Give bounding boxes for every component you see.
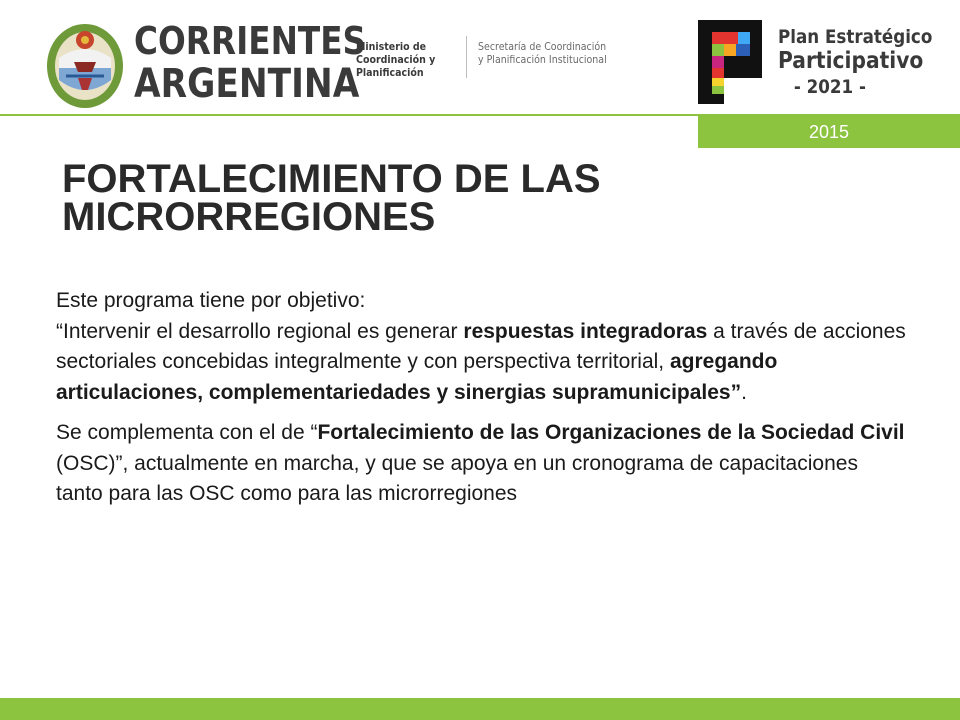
slide-title: FORTALECIMIENTO DE LAS MICRORREGIONES [62, 157, 601, 239]
text-run: . [741, 380, 747, 404]
text-run: “Intervenir el desarrollo regional es generar [56, 319, 464, 343]
plan-estrategico-logo-icon [698, 20, 762, 104]
ministry-label: Ministerio de Coordinación y Planificación [356, 40, 436, 79]
footer-bar [0, 698, 960, 720]
brand-line1: CORRIENTES [134, 19, 367, 63]
year-badge: 2015 [698, 116, 960, 148]
slide-body [56, 286, 906, 510]
text-run: Este programa tiene por objetivo: [56, 289, 366, 312]
paragraph-complement [56, 418, 906, 510]
header [0, 0, 960, 116]
plan-title: Plan Estratégico Participativo - 2021 - [778, 26, 933, 98]
text-run: a través de acciones sectoriales concebidas integralmente y con perspectiva territorial, [56, 319, 906, 373]
coat-of-arms-icon [44, 18, 126, 110]
brand-line2: ARGENTINA [134, 61, 360, 107]
bold-run: Fortalecimiento de las Organizaciones de la Sociedad Civil [317, 421, 905, 444]
text-run: Se complementa con el de “ [56, 421, 318, 444]
bold-run: respuestas integradoras [463, 319, 708, 343]
secretaria-label: Secretaría de Coordinación y Planificación Institucional [478, 40, 607, 66]
header-separator [466, 36, 467, 78]
text-run: (OSC)”, actualmente en marcha, y que se apoya en un cronograma de capacitaciones tanto para las OSC como para las microrregiones [56, 451, 858, 505]
paragraph-objective [56, 286, 906, 408]
bold-run: agregando articulaciones, complementariedades y sinergias supramunicipales” [56, 350, 778, 404]
